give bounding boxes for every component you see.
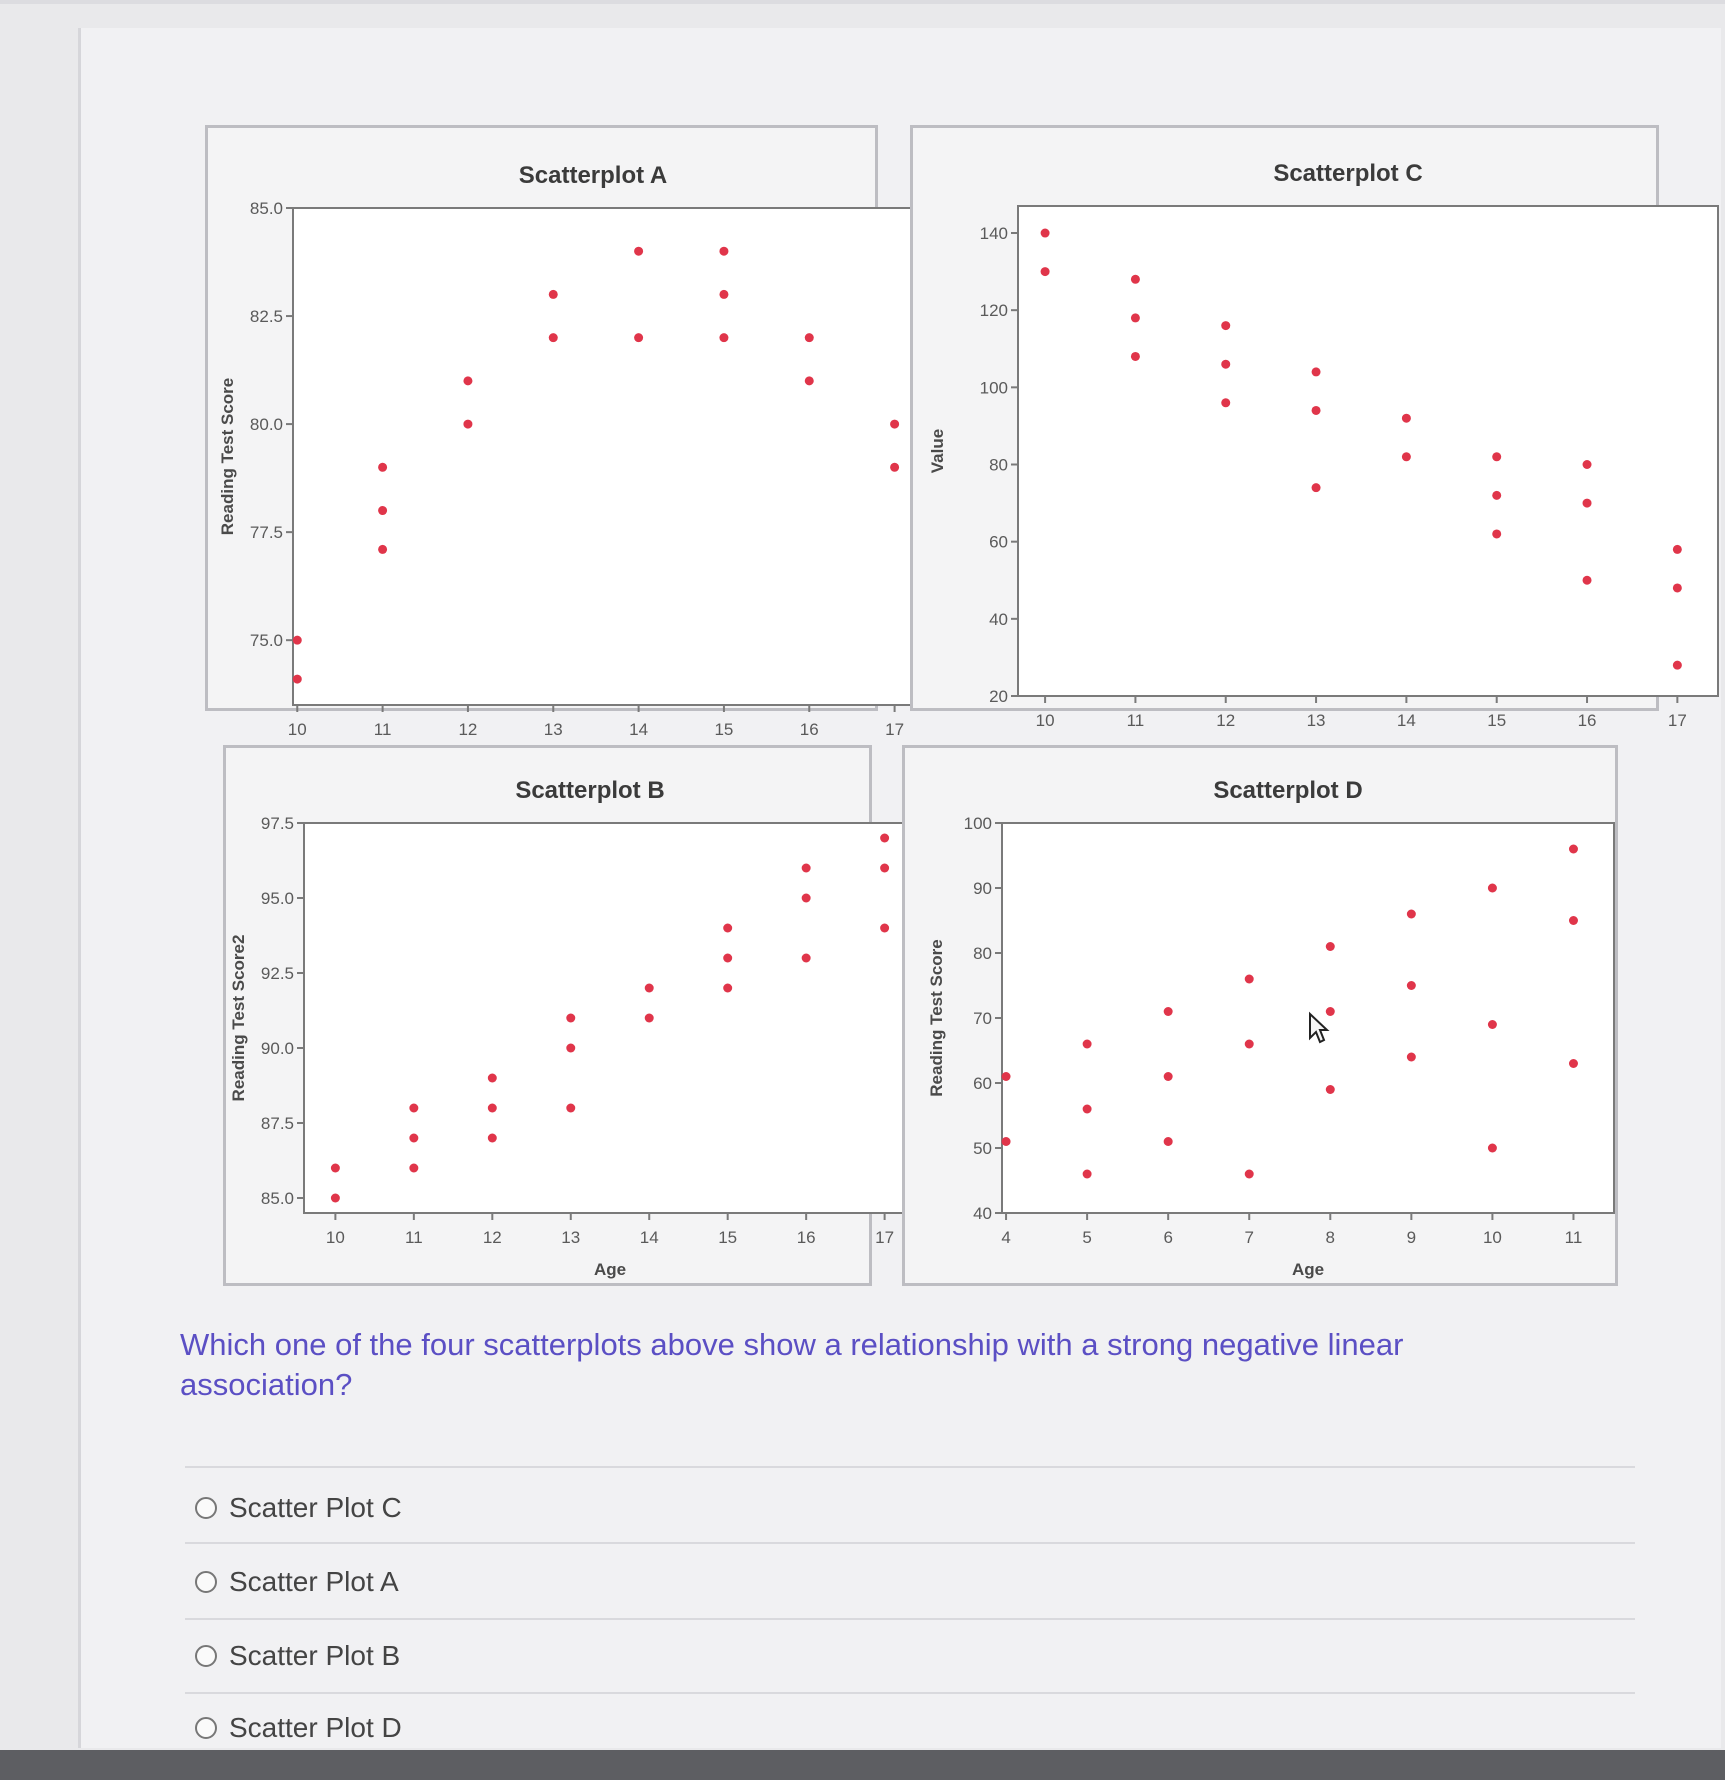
data-point bbox=[1245, 975, 1254, 984]
data-point bbox=[1041, 229, 1050, 238]
data-point bbox=[293, 675, 302, 684]
data-point bbox=[1312, 367, 1321, 376]
plot-frame bbox=[1018, 206, 1718, 696]
data-point bbox=[1673, 661, 1682, 670]
data-point bbox=[409, 1104, 418, 1113]
data-point bbox=[1488, 884, 1497, 893]
x-tick-label: 11 bbox=[1126, 711, 1145, 730]
data-point bbox=[409, 1164, 418, 1173]
data-point bbox=[549, 333, 558, 342]
data-point bbox=[1326, 942, 1335, 951]
y-tick-label: 82.5 bbox=[249, 307, 283, 327]
data-point bbox=[488, 1104, 497, 1113]
chart-svg bbox=[913, 128, 1687, 730]
x-tick-label: 7 bbox=[1244, 1228, 1254, 1247]
data-point bbox=[1083, 1170, 1092, 1179]
x-tick-label: 13 bbox=[561, 1228, 581, 1247]
data-point bbox=[1041, 267, 1050, 276]
y-tick-label: 50 bbox=[973, 1139, 992, 1158]
data-point bbox=[1583, 499, 1592, 508]
y-tick-label: 85.0 bbox=[260, 1189, 294, 1208]
y-tick-label: 95.0 bbox=[260, 889, 294, 908]
x-tick-label: 13 bbox=[1306, 711, 1326, 730]
x-tick-label: 10 bbox=[287, 720, 307, 739]
data-point bbox=[1312, 406, 1321, 415]
data-point bbox=[1492, 529, 1501, 538]
data-point bbox=[1402, 452, 1411, 461]
x-tick-label: 16 bbox=[1577, 711, 1597, 730]
data-point bbox=[1492, 452, 1501, 461]
x-tick-label: 14 bbox=[1396, 711, 1416, 730]
data-point bbox=[1164, 1137, 1173, 1146]
x-tick-label: 17 bbox=[885, 720, 905, 739]
data-point bbox=[1569, 845, 1578, 854]
plot-frame bbox=[304, 823, 916, 1213]
y-axis-label: Reading Test Score bbox=[927, 939, 946, 1097]
data-point bbox=[1326, 1085, 1335, 1094]
data-point bbox=[634, 333, 643, 342]
y-axis-label: Reading Test Score2 bbox=[229, 934, 248, 1102]
data-point bbox=[1492, 491, 1501, 500]
arrow-cursor-icon bbox=[1308, 1012, 1328, 1044]
data-point bbox=[1083, 1105, 1092, 1114]
data-point bbox=[463, 420, 472, 429]
data-point bbox=[331, 1194, 340, 1203]
y-tick-label: 40 bbox=[989, 609, 1008, 629]
data-point bbox=[409, 1134, 418, 1143]
divider bbox=[185, 1542, 1635, 1544]
x-tick-label: 6 bbox=[1163, 1228, 1173, 1247]
data-point bbox=[880, 834, 889, 843]
data-point bbox=[1569, 1059, 1578, 1068]
x-tick-label: 12 bbox=[458, 720, 478, 739]
y-tick-label: 60 bbox=[973, 1074, 992, 1093]
y-tick-label: 60 bbox=[989, 532, 1008, 552]
data-point bbox=[805, 333, 814, 342]
x-tick-label: 15 bbox=[1487, 711, 1507, 730]
x-tick-label: 13 bbox=[543, 720, 563, 739]
x-axis-label: Age bbox=[593, 1260, 627, 1279]
x-tick-label: 15 bbox=[714, 720, 734, 739]
data-point bbox=[1407, 910, 1416, 919]
data-point bbox=[1221, 398, 1230, 407]
x-tick-label: 10 bbox=[1035, 711, 1055, 730]
option-scatter-plot-b[interactable] bbox=[195, 1626, 1635, 1686]
y-tick-label: 90.0 bbox=[260, 1039, 294, 1058]
data-point bbox=[890, 463, 899, 472]
plot-frame bbox=[293, 208, 933, 705]
y-tick-label: 87.5 bbox=[260, 1114, 294, 1133]
data-point bbox=[880, 864, 889, 873]
chart-title: Scatterplot D bbox=[1213, 777, 1363, 804]
data-point bbox=[1245, 1170, 1254, 1179]
data-point bbox=[1583, 576, 1592, 585]
data-point bbox=[549, 290, 558, 299]
data-point bbox=[378, 506, 387, 515]
data-point bbox=[488, 1134, 497, 1143]
data-point bbox=[634, 247, 643, 256]
option-label: Scatter Plot C bbox=[229, 1492, 402, 1523]
data-point bbox=[1164, 1072, 1173, 1081]
x-tick-label: 4 bbox=[1001, 1228, 1011, 1247]
data-point bbox=[378, 545, 387, 554]
y-tick-label: 80.0 bbox=[249, 415, 283, 435]
radio-button[interactable] bbox=[195, 1717, 217, 1739]
data-point bbox=[1221, 321, 1230, 330]
data-point bbox=[802, 864, 811, 873]
data-point bbox=[1164, 1007, 1173, 1016]
x-tick-label: 11 bbox=[405, 1228, 423, 1247]
chart-title: Scatterplot A bbox=[518, 162, 668, 189]
chart-svg bbox=[208, 128, 905, 739]
x-tick-label: 16 bbox=[796, 1228, 816, 1247]
data-point bbox=[719, 290, 728, 299]
data-point bbox=[880, 924, 889, 933]
radio-button[interactable] bbox=[195, 1645, 217, 1667]
data-point bbox=[1583, 460, 1592, 469]
divider bbox=[185, 1618, 1635, 1620]
data-point bbox=[1221, 360, 1230, 369]
y-tick-label: 80 bbox=[973, 944, 992, 963]
chart-title: Scatterplot C bbox=[1273, 160, 1423, 187]
y-tick-label: 100 bbox=[963, 814, 992, 833]
data-point bbox=[1131, 313, 1140, 322]
y-tick-label: 20 bbox=[989, 687, 1008, 706]
x-tick-label: 15 bbox=[718, 1228, 738, 1247]
y-tick-label: 120 bbox=[979, 301, 1008, 321]
y-tick-label: 140 bbox=[979, 224, 1008, 244]
x-tick-label: 11 bbox=[373, 720, 392, 739]
data-point bbox=[463, 376, 472, 385]
data-point bbox=[802, 954, 811, 963]
data-point bbox=[1402, 414, 1411, 423]
data-point bbox=[1407, 1053, 1416, 1062]
option-label: Scatter Plot B bbox=[229, 1640, 401, 1671]
x-tick-label: 5 bbox=[1082, 1228, 1092, 1247]
y-tick-label: 97.5 bbox=[260, 814, 294, 833]
chart-svg bbox=[226, 748, 895, 1283]
question-text: Which one of the four scatterplots above show a relationship with a strong negative linear association? bbox=[180, 1327, 1404, 1402]
x-tick-label: 12 bbox=[1216, 711, 1236, 730]
scatterplot-d-panel bbox=[902, 745, 1618, 1286]
y-tick-label: 40 bbox=[973, 1204, 992, 1223]
scatterplot-c-panel bbox=[910, 125, 1687, 730]
data-point bbox=[1245, 1040, 1254, 1049]
data-point bbox=[890, 420, 899, 429]
x-tick-label: 16 bbox=[799, 720, 819, 739]
x-tick-label: 12 bbox=[482, 1228, 502, 1247]
data-point bbox=[719, 247, 728, 256]
data-point bbox=[488, 1074, 497, 1083]
chart-title: Scatterplot B bbox=[515, 777, 665, 804]
data-point bbox=[1673, 545, 1682, 554]
x-tick-label: 14 bbox=[639, 1228, 659, 1247]
y-tick-label: 100 bbox=[979, 378, 1008, 398]
data-point bbox=[805, 376, 814, 385]
x-tick-label: 9 bbox=[1406, 1228, 1417, 1247]
data-point bbox=[723, 984, 732, 993]
option-scatter-plot-a[interactable] bbox=[195, 1552, 1635, 1612]
data-point bbox=[566, 1104, 575, 1113]
data-point bbox=[1488, 1144, 1497, 1153]
option-label: Scatter Plot A bbox=[229, 1566, 399, 1597]
bottom-bar bbox=[0, 1750, 1725, 1780]
data-point bbox=[1131, 352, 1140, 361]
data-point bbox=[1002, 1072, 1011, 1081]
data-point bbox=[723, 954, 732, 963]
data-point bbox=[293, 636, 302, 645]
y-tick-label: 80 bbox=[989, 455, 1008, 475]
y-tick-label: 75.0 bbox=[249, 631, 283, 651]
top-border bbox=[0, 0, 1725, 4]
y-tick-label: 85.0 bbox=[249, 199, 283, 218]
x-tick-label: 17 bbox=[875, 1228, 895, 1247]
y-tick-label: 90 bbox=[973, 879, 992, 898]
divider bbox=[185, 1466, 1635, 1468]
data-point bbox=[1569, 916, 1578, 925]
data-point bbox=[802, 894, 811, 903]
divider bbox=[185, 1692, 1635, 1694]
y-axis-label: Reading Test Score bbox=[218, 377, 237, 536]
data-point bbox=[566, 1044, 575, 1053]
data-point bbox=[331, 1164, 340, 1173]
x-tick-label: 10 bbox=[1482, 1228, 1502, 1247]
option-scatter-plot-c[interactable] bbox=[195, 1478, 1635, 1538]
data-point bbox=[1083, 1040, 1092, 1049]
y-tick-label: 77.5 bbox=[249, 523, 283, 543]
data-point bbox=[723, 924, 732, 933]
option-scatter-plot-d[interactable] bbox=[195, 1698, 1635, 1758]
data-point bbox=[645, 1014, 654, 1023]
x-axis-label: Age bbox=[1291, 1260, 1325, 1279]
data-point bbox=[566, 1014, 575, 1023]
chart-svg bbox=[905, 748, 1615, 1283]
scatterplot-a-panel bbox=[205, 125, 905, 739]
x-tick-label: 10 bbox=[325, 1228, 345, 1247]
radio-button[interactable] bbox=[195, 1497, 217, 1519]
data-point bbox=[645, 984, 654, 993]
data-point bbox=[378, 463, 387, 472]
x-tick-label: 11 bbox=[1564, 1228, 1583, 1247]
data-point bbox=[1407, 981, 1416, 990]
data-point bbox=[1131, 275, 1140, 284]
data-point bbox=[1312, 483, 1321, 492]
scatterplot-b-panel bbox=[223, 745, 895, 1286]
data-point bbox=[1488, 1020, 1497, 1029]
y-tick-label: 70 bbox=[973, 1009, 992, 1028]
data-point bbox=[1002, 1137, 1011, 1146]
data-point bbox=[1673, 583, 1682, 592]
x-tick-label: 14 bbox=[629, 720, 649, 739]
y-axis-label: Value bbox=[928, 428, 947, 474]
x-tick-label: 17 bbox=[1667, 711, 1687, 730]
y-tick-label: 92.5 bbox=[260, 964, 294, 983]
x-tick-label: 8 bbox=[1325, 1228, 1336, 1247]
data-point bbox=[719, 333, 728, 342]
option-label: Scatter Plot D bbox=[229, 1712, 402, 1743]
radio-button[interactable] bbox=[195, 1571, 217, 1593]
